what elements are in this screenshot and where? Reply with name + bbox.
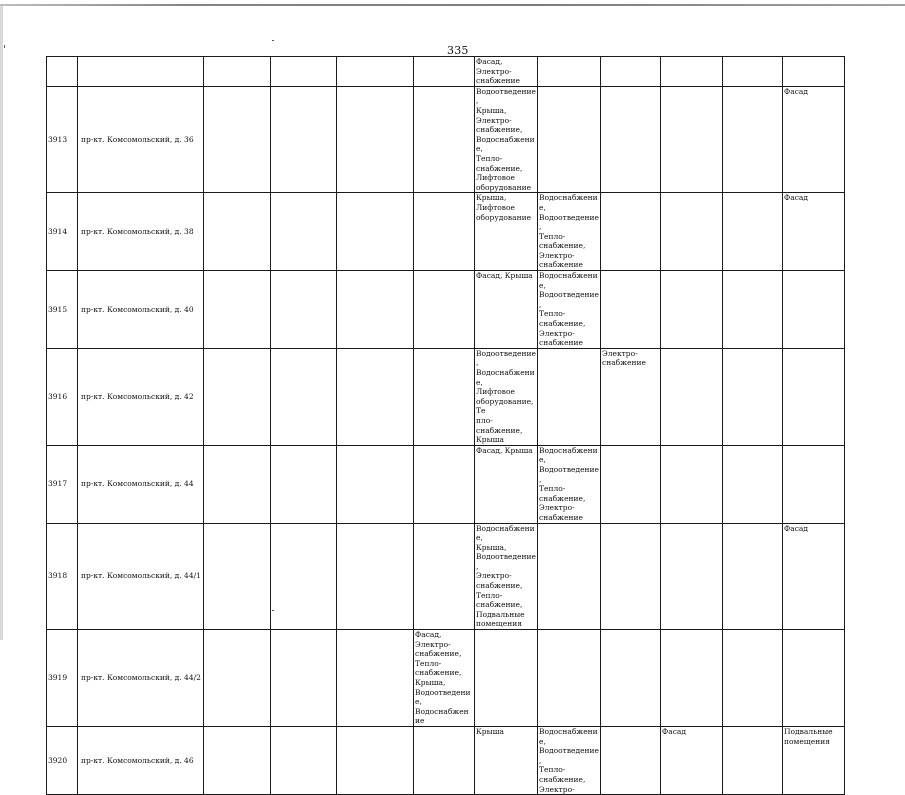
work-type-cell xyxy=(414,193,475,271)
work-type-cell xyxy=(661,193,723,271)
table-row xyxy=(47,523,845,630)
work-type-cell xyxy=(204,726,271,794)
work-type-cell xyxy=(337,271,414,349)
work-type-cell xyxy=(661,348,723,445)
work-type-cell xyxy=(414,86,475,193)
row-number-cell: 3920 xyxy=(47,726,78,794)
work-type-cell: Подвальные помещения xyxy=(783,726,845,794)
work-type-cell: Водоснабжение, Водоотведение, Тепло- снабжение, Электро- снабжение xyxy=(539,271,599,348)
scan-speck xyxy=(4,45,5,48)
work-type-cell xyxy=(204,193,271,271)
row-number-cell: 3918 xyxy=(47,523,78,630)
page-number: 335 xyxy=(447,44,469,57)
work-type-cell xyxy=(723,726,783,794)
work-type-cell xyxy=(601,271,661,349)
work-type-cell xyxy=(601,193,661,271)
work-type-cell: Водоснабжение, Водоотведение, Тепло- снабжение, Электро- xyxy=(539,726,599,794)
work-type-cell xyxy=(414,445,475,523)
work-type-cell xyxy=(601,86,661,193)
work-type-cell xyxy=(271,726,337,794)
work-type-cell xyxy=(337,348,414,445)
work-type-cell xyxy=(337,726,414,794)
scan-top-line xyxy=(0,4,905,6)
work-type-cell xyxy=(414,348,475,445)
work-type-cell: Фасад, Крыша xyxy=(475,271,538,349)
work-type-cell xyxy=(271,57,337,87)
work-type-cell xyxy=(337,445,414,523)
table-row xyxy=(47,348,845,445)
work-type-cell xyxy=(723,57,783,87)
row-number-cell: 3917 xyxy=(47,445,78,523)
address-cell xyxy=(78,57,204,87)
work-type-cell xyxy=(723,348,783,445)
work-type-cell: Фасад, Электро- снабжение xyxy=(475,57,538,87)
work-type-cell xyxy=(337,86,414,193)
address-cell: пр-кт. Комсомольский, д. 44/1 xyxy=(78,523,204,630)
address-cell: пр-кт. Комсомольский, д. 42 xyxy=(78,348,204,445)
work-type-cell: Крыша, Лифтовое оборудование xyxy=(475,193,538,271)
work-type-cell: Фасад xyxy=(783,193,845,271)
work-type-cell xyxy=(337,630,414,727)
work-type-cell xyxy=(414,523,475,630)
work-type-cell xyxy=(661,523,723,630)
work-type-cell xyxy=(538,523,601,630)
work-type-cell: Фасад, Электро- снабжение, Тепло- снабжение, Крыша, Водоотведение, Водоснабжение xyxy=(414,630,475,727)
work-type-cell xyxy=(271,348,337,445)
work-type-cell xyxy=(723,445,783,523)
work-type-cell: Водоснабжение, Крыша, Водоотведение, Электро- снабжение, Тепло- снабжение, Подвальные помещения xyxy=(476,523,536,629)
work-type-cell: Крыша xyxy=(475,726,538,794)
work-type-cell xyxy=(204,523,271,630)
table-row xyxy=(47,630,845,727)
address-cell: пр-кт. Комсомольский, д. 44 xyxy=(78,445,204,523)
work-type-cell xyxy=(414,726,475,794)
work-type-cell xyxy=(538,57,601,87)
row-number-cell: 3913 xyxy=(47,86,78,193)
scan-speck xyxy=(272,610,274,611)
work-type-cell: Водоснабжение, Водоотведение, Тепло- снабжение, Электро- снабжение xyxy=(539,445,599,522)
work-type-cell xyxy=(601,726,661,794)
table-row xyxy=(47,193,845,271)
work-type-cell xyxy=(723,630,783,727)
work-type-cell xyxy=(601,445,661,523)
work-type-cell xyxy=(538,630,601,727)
work-type-cell xyxy=(723,523,783,630)
work-type-cell xyxy=(271,193,337,271)
work-type-cell: Фасад xyxy=(783,86,845,193)
table-row xyxy=(47,726,845,794)
work-type-cell xyxy=(723,271,783,349)
work-type-cell xyxy=(661,630,723,727)
address-table xyxy=(46,56,845,795)
work-type-cell xyxy=(414,57,475,87)
work-type-cell xyxy=(204,271,271,349)
work-type-cell xyxy=(601,523,661,630)
work-type-cell xyxy=(204,57,271,87)
work-type-cell xyxy=(538,348,601,445)
work-type-cell xyxy=(204,630,271,727)
work-type-cell xyxy=(601,630,661,727)
scan-left-edge xyxy=(0,6,3,640)
work-type-cell xyxy=(337,193,414,271)
work-type-cell xyxy=(271,445,337,523)
table-row xyxy=(47,271,845,349)
work-type-cell xyxy=(271,271,337,349)
table-row xyxy=(47,57,845,87)
work-type-cell xyxy=(661,57,723,87)
work-type-cell: Фасад xyxy=(661,726,723,794)
row-number-cell: 3914 xyxy=(47,193,78,271)
row-number-cell: 3916 xyxy=(47,348,78,445)
work-type-cell xyxy=(783,445,845,523)
row-number-cell: 3919 xyxy=(47,630,78,727)
work-type-cell xyxy=(783,348,845,445)
work-type-cell xyxy=(204,86,271,193)
work-type-cell xyxy=(783,630,845,727)
work-type-cell xyxy=(661,271,723,349)
work-type-cell xyxy=(723,193,783,271)
work-type-cell xyxy=(204,445,271,523)
table-row xyxy=(47,86,845,193)
work-type-cell: Водоснабжение, Водоотведение, Тепло- снабжение, Электро- снабжение xyxy=(539,193,599,270)
table-row xyxy=(47,445,845,523)
work-type-cell xyxy=(414,271,475,349)
work-type-cell xyxy=(271,523,337,630)
work-type-cell xyxy=(723,86,783,193)
row-number-cell xyxy=(47,57,78,87)
address-cell: пр-кт. Комсомольский, д. 38 xyxy=(78,193,204,271)
work-type-cell xyxy=(661,445,723,523)
work-type-cell xyxy=(538,86,601,193)
address-cell: пр-кт. Комсомольский, д. 40 xyxy=(78,271,204,349)
scan-speck xyxy=(272,40,274,41)
row-number-cell: 3915 xyxy=(47,271,78,349)
work-type-cell xyxy=(337,57,414,87)
work-type-cell: Водоотведение, Водоснабжение, Лифтовое оборудование,Те пло-снабжение, Крыша xyxy=(476,348,536,445)
work-type-cell xyxy=(783,57,845,87)
work-type-cell xyxy=(337,523,414,630)
address-cell: пр-кт. Комсомольский, д. 36 xyxy=(78,86,204,193)
work-type-cell xyxy=(783,271,845,349)
work-type-cell xyxy=(204,348,271,445)
work-type-cell xyxy=(601,57,661,87)
work-type-cell xyxy=(271,86,337,193)
address-cell: пр-кт. Комсомольский, д. 44/2 xyxy=(78,630,204,727)
work-type-cell: Фасад xyxy=(783,523,845,630)
work-type-cell xyxy=(661,86,723,193)
work-type-cell: Фасад, Крыша xyxy=(475,445,538,523)
work-type-cell xyxy=(271,630,337,727)
work-type-cell xyxy=(475,630,538,727)
work-type-cell: Электро- снабжение xyxy=(601,348,661,445)
work-type-cell: Водоотведение, Крыша, Электро- снабжение, Водоснабжение, Тепло- снабжение, Лифтовое оборудование xyxy=(476,86,536,192)
address-cell: пр-кт. Комсомольский, д. 46 xyxy=(78,726,204,794)
